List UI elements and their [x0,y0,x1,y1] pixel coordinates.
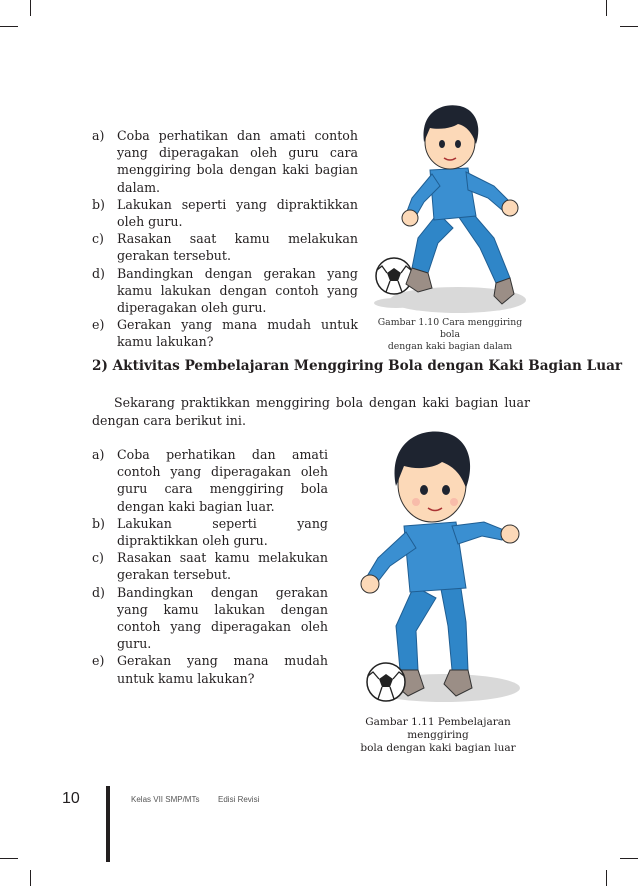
crop-mark [606,870,607,886]
section-2-heading: 2) Aktivitas Pembelajaran Menggiring Bola dengan Kaki Bagian Luar [92,358,623,374]
list-item-text: Coba perhatikan dan amati contoh yang diperagakan oleh guru cara menggiring bola dengan kaki bagian dalam. [117,128,358,195]
list-marker: c) [92,550,104,566]
list-item [92,549,328,583]
instruction-list-inside-foot [92,127,358,351]
list-item-text: Gerakan yang mana mudah untuk kamu lakukan? [117,653,328,686]
list-marker: e) [92,653,105,669]
instruction-list-outside-foot [92,446,328,687]
list-marker: d) [92,265,105,281]
soccer-ball-icon [367,663,405,701]
list-item-text: Lakukan seperti yang dipraktikkan oleh guru. [117,515,328,549]
list-marker: d) [92,584,105,600]
caption-line: Gambar 1.10 Cara menggiring bola [377,317,523,340]
figure-1-11-caption [340,716,536,755]
list-item-text: Gerakan yang mana mudah untuk kamu lakukan? [117,317,358,350]
footer-book-title: Kelas VII SMP/MTs [131,795,200,804]
crop-mark [606,0,607,16]
footer-edition: Edisi Revisi [218,795,260,804]
list-marker: a) [92,447,105,462]
list-item [92,316,358,350]
list-marker: b) [92,515,105,531]
caption-line: Gambar 1.11 Pembelajaran menggiring [365,716,511,741]
list-marker: e) [92,317,105,333]
crop-mark [30,0,31,16]
list-item-text: Lakukan seperti yang dipraktikkan oleh guru. [117,196,358,230]
list-item-text: Rasakan saat kamu melakukan gerakan tersebut. [117,231,358,264]
soccer-ball-icon [376,258,412,294]
list-item [92,652,328,686]
caption-line: dengan kaki bagian dalam [387,341,513,352]
caption-line: bola dengan kaki bagian luar [360,742,516,754]
list-item-text: Bandingkan dengan gerakan yang kamu lakukan dengan contoh yang diperagakan oleh guru. [117,265,358,316]
figure-1-10-illustration [368,98,528,318]
crop-mark [620,858,638,859]
figure-1-11-illustration [344,426,530,712]
footer-divider [106,786,110,862]
list-marker: b) [92,196,105,212]
page-number: 10 [62,790,80,807]
crop-mark [620,26,638,27]
figure-1-10-caption [370,317,530,353]
list-marker: a) [92,128,105,143]
list-item [92,230,358,264]
list-item-text: Rasakan saat kamu melakukan gerakan tersebut. [117,550,328,583]
list-item-text: Coba perhatikan dan amati contoh yang diperagakan oleh guru cara menggiring bola dengan kaki bagian luar. [117,447,328,514]
list-item [92,265,358,317]
crop-mark [30,870,31,886]
section-2-intro-paragraph: Sekarang praktikkan menggiring bola dengan kaki bagian luar dengan cara berikut ini. [92,395,530,428]
crop-mark [0,858,18,859]
crop-mark [0,26,18,27]
list-marker: c) [92,231,104,247]
list-item [92,515,328,549]
list-item [92,584,328,653]
list-item-text: Bandingkan dengan gerakan yang kamu lakukan dengan contoh yang diperagakan oleh guru. [117,584,328,652]
list-item [92,446,328,515]
list-item [92,196,358,230]
list-item [92,127,358,196]
